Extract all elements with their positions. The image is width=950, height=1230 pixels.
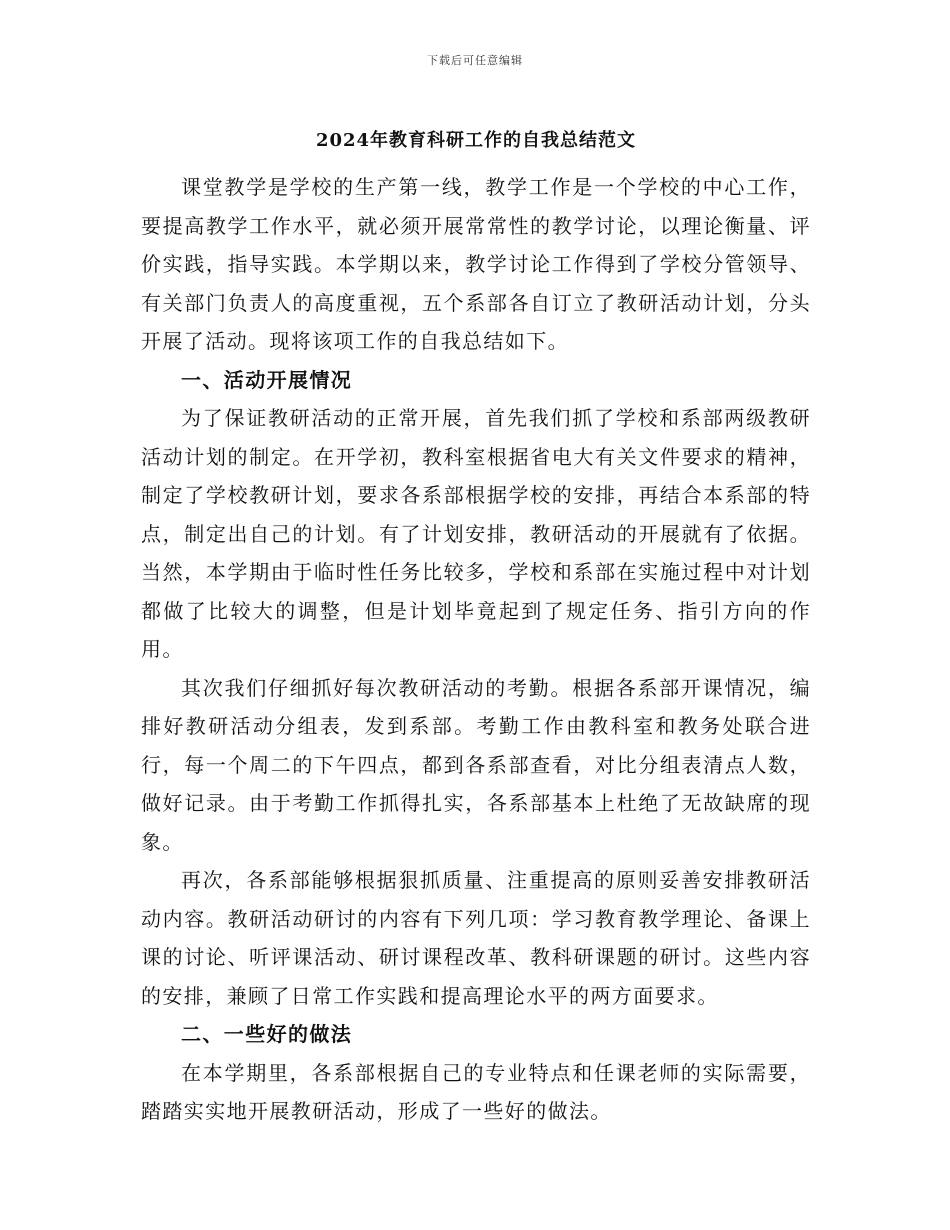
- section1-paragraph-2: 其次我们仔细抓好每次教研活动的考勤。根据各系部开课情况，编排好教研活动分组表，发到系部。考勤工作由教科室和教务处联合进行，每一个周二的下午四点，都到各系部查看，对比分组表清点人数，做好记录。由于考勤工作抓得扎实，各系部基本上杜绝了无故缺席的现象。: [141, 675, 811, 854]
- document-body: [141, 126, 811, 1131]
- section1-paragraph-3: 再次，各系部能够根据狠抓质量、注重提高的原则妥善安排教研活动内容。教研活动研讨的内容有下列几项：学习教育教学理论、备课上课的讨论、听评课活动、研讨课程改革、教科研课题的研讨。这些内容的安排，兼顾了日常工作实践和提高理论水平的两方面要求。: [141, 868, 811, 1008]
- section2-paragraph-1: 在本学期里，各系部根据自己的专业特点和任课老师的实际需要，踏踏实实地开展教研活动，形成了一些好的做法。: [141, 1060, 811, 1123]
- section-heading-activities: 一、活动开展情况: [181, 367, 353, 392]
- section-heading-good-practices: 二、一些好的做法: [181, 1022, 353, 1046]
- intro-paragraph: 课堂教学是学校的生产第一线，教学工作是一个学校的中心工作，要提高教学工作水平，就必须开展常常性的教学讨论，以理论衡量、评价实践，指导实践。本学期以来，教学讨论工作得到了学校分管领导、有关部门负责人的高度重视，五个系部各自订立了教研活动计划，分头开展了活动。现将该项工作的自我总结如下。: [141, 175, 811, 353]
- section1-paragraph-1: 为了保证教研活动的正常开展，首先我们抓了学校和系部两级教研活动计划的制定。在开学初，教科室根据省电大有关文件要求的精神，制定了学校教研计划，要求各系部根据学校的安排，再结合本系部的特点，制定出自己的计划。有了计划安排，教研活动的开展就有了依据。当然，本学期由于临时性任务比较多，学校和系部在实施过程中对计划都做了比较大的调整，但是计划毕竟起到了规定任务、指引方向的作用。: [141, 406, 811, 661]
- document-title: 2024年教育科研工作的自我总结范文: [315, 130, 637, 151]
- page-header-watermark: 下载后可任意编辑: [427, 54, 523, 67]
